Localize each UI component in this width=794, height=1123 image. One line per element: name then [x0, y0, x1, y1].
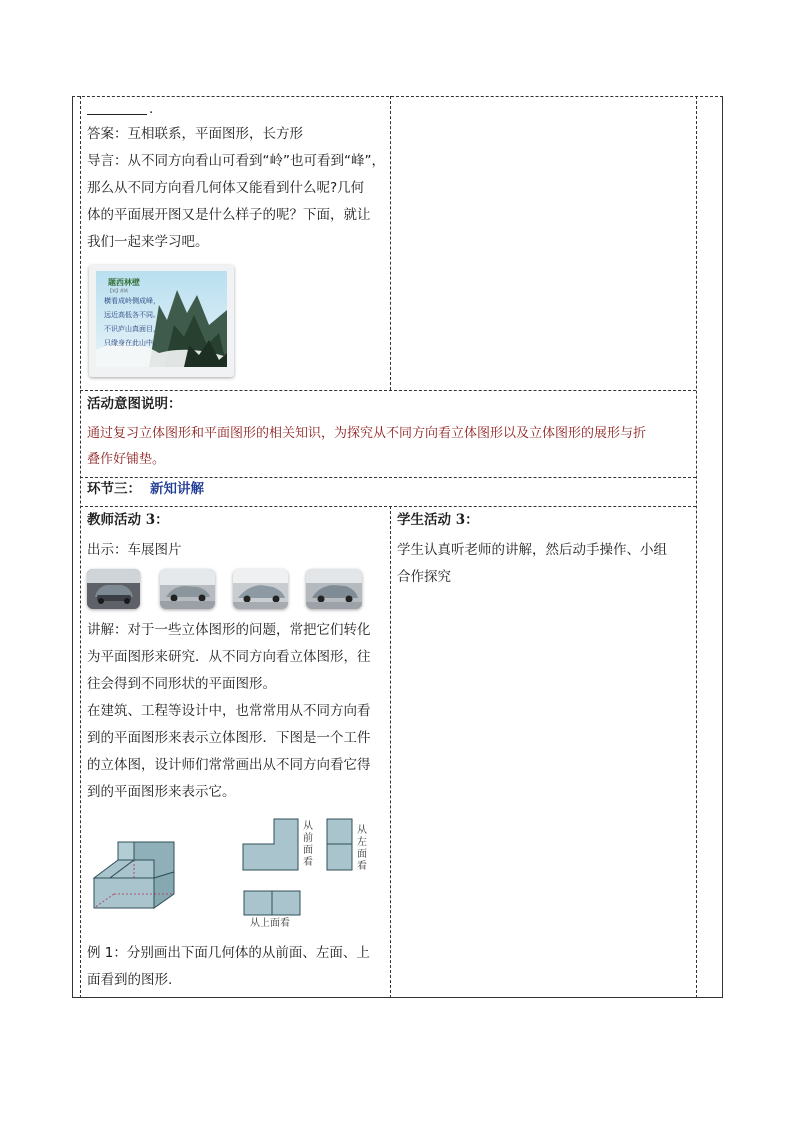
- poem-line-2: 远近高低各不同。: [104, 311, 160, 319]
- blank-suffix: .: [149, 101, 154, 117]
- car-photo-3: [233, 569, 288, 609]
- outer-left-rule: [72, 96, 73, 998]
- poem-line-4: 只缘身在此山中。: [104, 339, 160, 347]
- section-label: 环节三：: [87, 481, 141, 497]
- car-photo-1: [87, 569, 140, 609]
- intent-heading: 活动意图说明：: [87, 396, 182, 412]
- intro-line-3: 体的平面展开图又是什么样子的呢？下面，就让: [87, 207, 371, 223]
- intro-line-2: 那么从不同方向看几何体又能看到什么呢?几何: [87, 180, 365, 196]
- student-line-2: 合作探究: [397, 569, 451, 585]
- explain-line-5: 到的平面图形来表示立体图形．下图是一个工件: [87, 730, 371, 746]
- left-view-label: 从左面看: [357, 825, 367, 872]
- poem-title: 题西林壁: [108, 277, 140, 287]
- top-view-label: 从上面看: [250, 918, 290, 929]
- explain-line-7: 到的平面图形来表示它。: [87, 784, 236, 800]
- workpiece-3d-figure: [90, 838, 176, 910]
- intro-line-4: 我们一起来学习吧。: [87, 234, 209, 250]
- explain-line-1: 讲解：对于一些立体图形的问题，常把它们转化: [87, 622, 371, 638]
- front-view-figure: [242, 818, 300, 872]
- teacher-show-text: 出示：车展图片: [87, 542, 182, 558]
- student-line-1: 学生认真听老师的讲解，然后动手操作、小组: [397, 542, 667, 558]
- car-icon: [87, 569, 140, 609]
- column-divider-top: [390, 96, 391, 390]
- left-view-figure: [326, 818, 354, 872]
- explain-line-2: 为平面图形来研究．从不同方向看立体图形，往: [87, 649, 371, 665]
- car-icon: [306, 569, 362, 609]
- student-heading: 学生活动 3：: [397, 512, 479, 528]
- explain-line-6: 的立体图，设计师们常常画出从不同方向看它得: [87, 757, 371, 773]
- car-icon: [160, 569, 215, 609]
- example-line-2: 面看到的图形.: [87, 972, 173, 988]
- teacher-heading: 教师活动 3：: [87, 512, 169, 528]
- row-divider-3: [80, 506, 696, 507]
- section-title: 新知讲解: [150, 481, 204, 497]
- column-divider-bottom: [390, 506, 391, 998]
- intro-line-1: 导言：从不同方向看山可看到“岭”也可看到“峰”，: [87, 153, 385, 169]
- poem-line-1: 横看成岭侧成峰，: [104, 297, 160, 305]
- front-view-label: 从前面看: [303, 821, 313, 868]
- inner-left-rule: [80, 96, 81, 998]
- mountain-poem-image: [89, 265, 234, 377]
- car-icon: [233, 569, 288, 609]
- example-line-1: 例 1：分别画出下面几何体的从前面、左面、上: [87, 945, 370, 961]
- intent-line-2: 叠作好铺垫。: [87, 452, 166, 467]
- inner-right-rule: [696, 96, 697, 998]
- explain-line-4: 在建筑、工程等设计中，也常常用从不同方向看: [87, 703, 371, 719]
- car-photo-4: [306, 569, 362, 609]
- answer-text: 答案：互相联系，平面图形，长方形: [87, 126, 303, 142]
- explain-line-3: 往会得到不同形状的平面图形。: [87, 676, 276, 692]
- answer-blank: [87, 114, 147, 115]
- poem-line-3: 不识庐山真面目，: [104, 325, 160, 333]
- car-photo-2: [160, 569, 215, 609]
- top-view-figure: [243, 890, 301, 916]
- bottom-rule: [72, 997, 723, 998]
- poem-author: 【宋】苏轼: [108, 288, 128, 293]
- outer-right-rule: [722, 96, 723, 998]
- intent-line-1: 通过复习立体图形和平面图形的相关知识，为探究从不同方向看立体图形以及立体图形的展形与折: [87, 426, 647, 441]
